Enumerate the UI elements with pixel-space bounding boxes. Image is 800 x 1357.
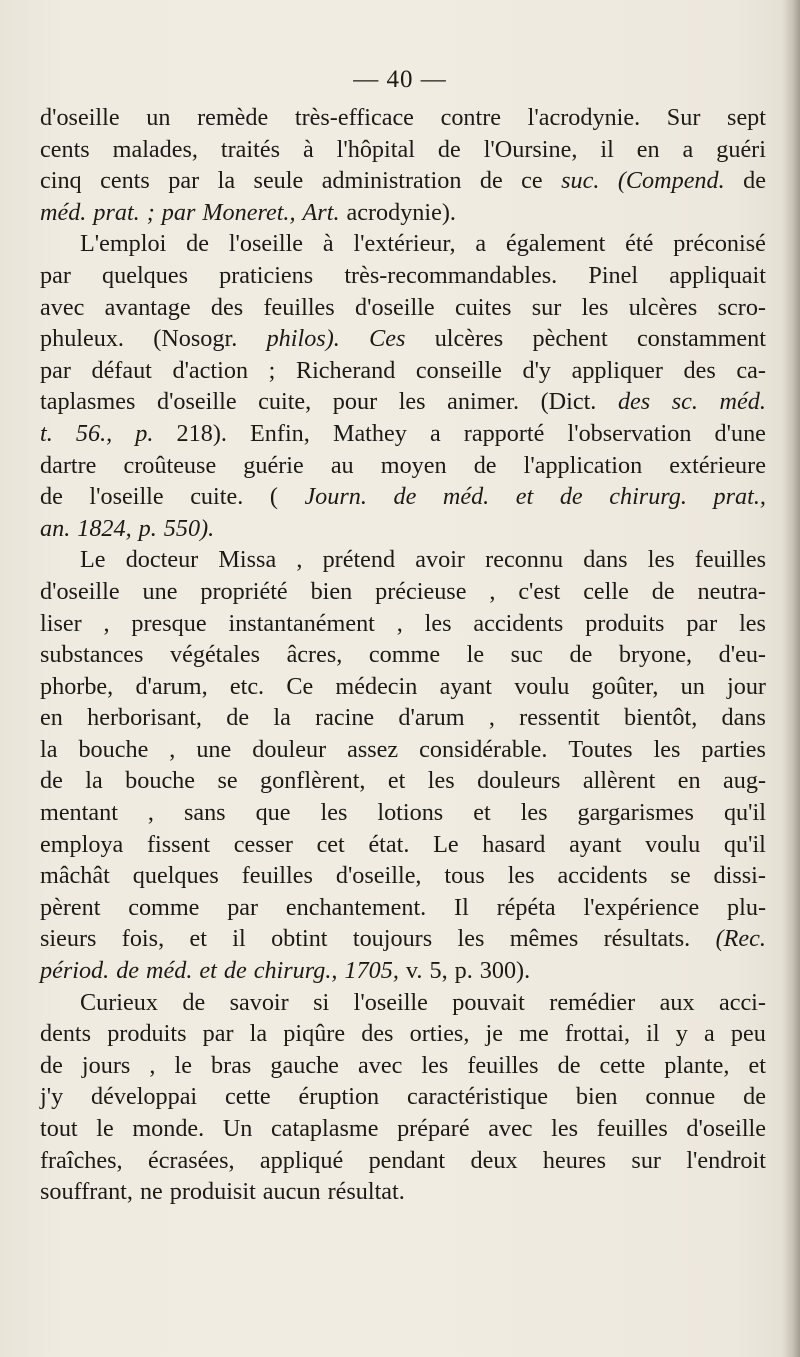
text-line: employa fissent cesser cet état. Le hasard ayant voulu qu'il [40, 830, 766, 858]
body-text [40, 102, 766, 1208]
text-line: cents malades, traités à l'hôpital de l'Oursine, il en a guéri [40, 135, 766, 163]
text-line: t. 56., p. 218). Enfin, Mathey a rapporté l'observation d'une [40, 419, 766, 447]
text-line: la bouche , une douleur assez considérable. Toutes les parties [40, 735, 766, 763]
text-line: phorbe, d'arum, etc. Ce médecin ayant voulu goûter, un jour [40, 672, 766, 700]
text-line: en herborisant, de la racine d'arum , ressentit bientôt, dans [40, 704, 766, 732]
text-line: avec avantage des feuilles d'oseille cuites sur les ulcères scro- [40, 293, 766, 321]
text-line: dartre croûteuse guérie au moyen de l'application extérieure [40, 451, 766, 479]
text-line: par quelques praticiens très-recommandables. Pinel appliquait [40, 261, 766, 289]
text-line: substances végétales âcres, comme le suc de bryone, d'eu- [40, 641, 766, 669]
text-line: L'emploi de l'oseille à l'extérieur, a également été préconisé [80, 230, 766, 258]
text-line: sieurs fois, et il obtint toujours les mêmes résultats. (Rec. [40, 925, 766, 953]
text-line: par défaut d'action ; Richerand conseille d'y appliquer des ca- [40, 356, 766, 384]
text-line: de jours , le bras gauche avec les feuilles de cette plante, et [40, 1051, 766, 1079]
text-line: fraîches, écrasées, appliqué pendant deux heures sur l'endroit [40, 1146, 766, 1174]
text-line: méd. prat. ; par Moneret., Art. acrodynie). [40, 198, 456, 226]
text-line: tout le monde. Un cataplasme préparé avec les feuilles d'oseille [40, 1115, 766, 1142]
text-line: dents produits par la piqûre des orties, je me frottai, il y a peu [40, 1020, 766, 1048]
text-line: j'y développai cette éruption caractéristique bien connue de [40, 1083, 766, 1111]
page-edge-shadow [782, 0, 800, 1357]
text-line: pèrent comme par enchantement. Il répéta l'expérience plu- [40, 893, 766, 921]
text-line: Le docteur Missa , prétend avoir reconnu dans les feuilles [80, 546, 766, 574]
text-line: Curieux de savoir si l'oseille pouvait remédier aux acci- [80, 988, 766, 1016]
text-line: cinq cents par la seule administration de ce suc. (Compend. de [40, 167, 766, 195]
text-line: de l'oseille cuite. ( Journ. de méd. et de chirurg. prat., [40, 483, 766, 511]
text-line: d'oseille une propriété bien précieuse , c'est celle de neutra- [40, 577, 766, 605]
text-line: mâchât quelques feuilles d'oseille, tous les accidents se dissi- [40, 862, 766, 890]
text-line: taplasmes d'oseille cuite, pour les animer. (Dict. des sc. méd. [40, 388, 766, 416]
text-line: mentant , sans que les lotions et les gargarismes qu'il [40, 799, 766, 827]
text-line: phuleux. (Nosogr. philos). Ces ulcères pèchent constamment [40, 325, 766, 353]
text-line: périod. de méd. et de chirurg., 1705, v. 5, p. 300). [40, 957, 531, 985]
page-number: — 40 — [353, 66, 447, 93]
text-line: de la bouche se gonflèrent, et les douleurs allèrent en aug- [40, 767, 766, 795]
text-line: an. 1824, p. 550). [40, 514, 215, 542]
text-line: liser , presque instantanément , les accidents produits par les [40, 609, 766, 637]
text-line: souffrant, ne produisit aucun résultat. [40, 1178, 405, 1206]
text-line: d'oseille un remède très-efficace contre l'acrodynie. Sur sept [40, 104, 766, 131]
